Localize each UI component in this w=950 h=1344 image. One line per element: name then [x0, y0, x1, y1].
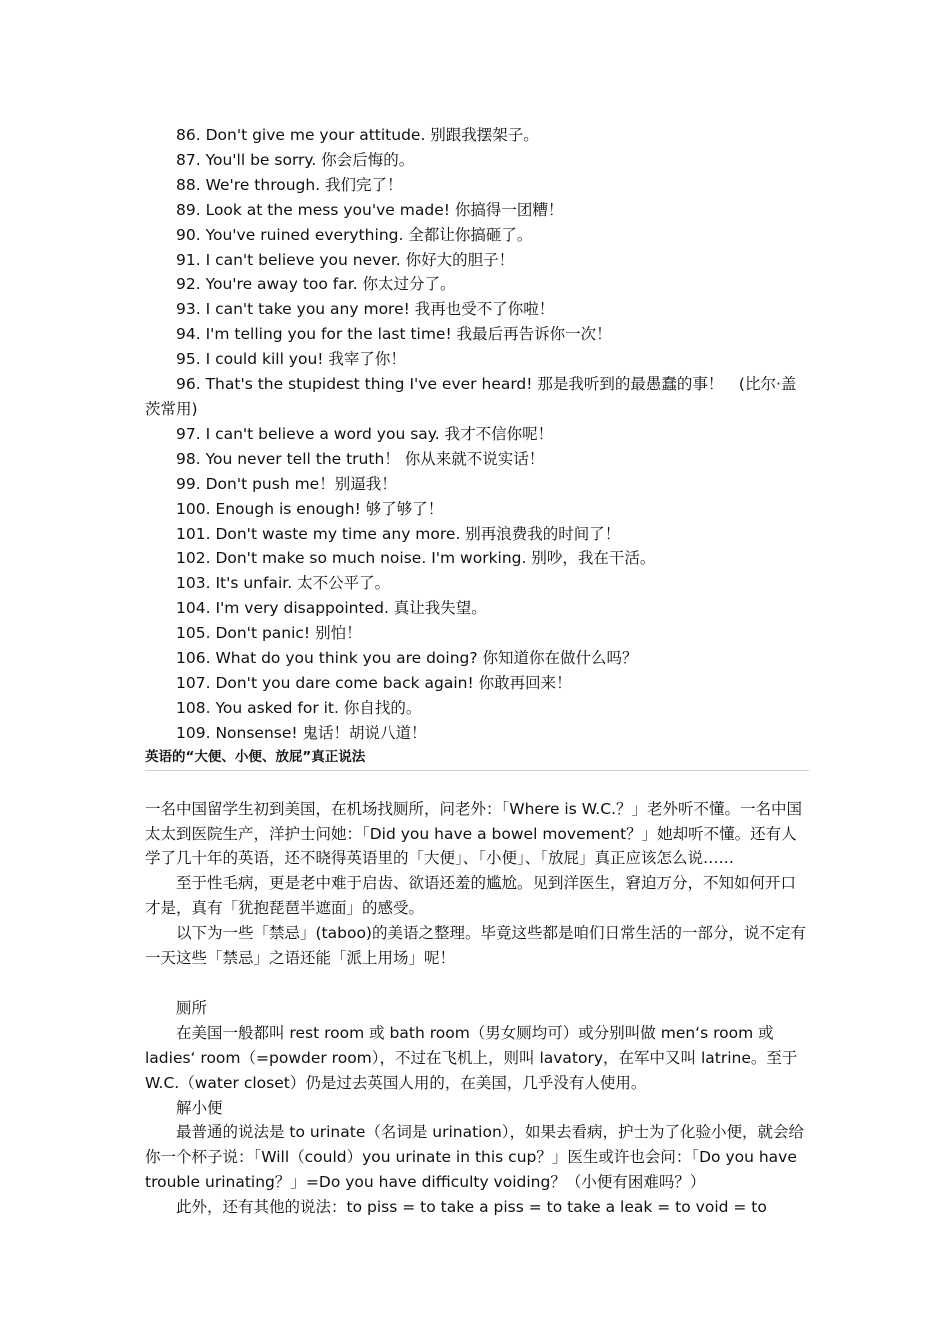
phrase-line: 95. I could kill you! 我宰了你！ — [176, 350, 406, 369]
phrase-line: 107. Don't you dare come back again! 你敢再回来！ — [176, 673, 572, 692]
phrase-line: 97. I can't believe a word you say. 我才不信你呢！ — [176, 424, 554, 443]
phrase-line: 100. Enough is enough! 够了够了！ — [176, 499, 444, 518]
phrase-line: 88. We're through. 我们完了！ — [176, 175, 403, 194]
article-heading: 英语的“大便、小便、放屁”真正说法 — [145, 746, 809, 771]
spacer — [145, 771, 809, 797]
phrase-line: 109. Nonsense! 鬼话！胡说八道！ — [176, 723, 427, 742]
section-title-urinate: 解小便 — [176, 1098, 223, 1117]
phrase-line: 104. I'm very disappointed. 真让我失望。 — [176, 599, 487, 618]
phrase-line: 93. I can't take you any more! 我再也受不了你啦！ — [176, 300, 555, 319]
phrase-line: 108. You asked for it. 你自找的。 — [176, 698, 422, 717]
phrase-line: 102. Don't make so much noise. I'm working. 别吵，我在干活。 — [176, 549, 656, 568]
spacer — [145, 971, 809, 996]
document-content — [145, 123, 809, 1220]
section-text-toilet: 在美国一般都叫 rest room 或 bath room（男女厕均可）或分别叫做 men‘s room 或 ladies‘ room（=powder room），不过在飞机上，则叫 lavatory，在军中又叫 latrine。至于 W.C.（water closet）仍是过去英国人用的，在美国，几乎没有人使用。 — [145, 1023, 798, 1092]
phrase-line: 101. Don't waste my time any more. 别再浪费我的时间了！ — [176, 524, 621, 543]
phrase-line: 89. Look at the mess you've made! 你搞得一团糟！ — [176, 200, 564, 219]
article-intro: 一名中国留学生初到美国，在机场找厕所，问老外：「Where is W.C.？」老外听不懂。一名中国太太到医院生产，洋护士问她：「Did you have a bowel movement？」她却听不懂。还有人学了几十年的英语，还不晓得英语里的「大便」、「小便」、「放屁」真正应该怎么说…… — [145, 799, 802, 868]
phrase-line: 105. Don't panic! 别怕！ — [176, 624, 362, 643]
section-text-other: 此外，还有其他的说法：to piss = to take a piss = to take a leak = to void = to — [176, 1198, 767, 1217]
section-text-urinate: 最普通的说法是 to urinate（名词是 urination），如果去看病，护士为了化验小便，就会给你一个杯子说：「Will（could）you urinate in this cup？」医生或许也会问：「Do you have trouble urinating？」=Do you have difficulty voiding？（小便有困难吗？） — [145, 1123, 805, 1192]
phrase-line: 94. I'm telling you for the last time! 我最后再告诉你一次！ — [176, 325, 612, 344]
phrase-line: 87. You'll be sorry. 你会后悔的。 — [176, 150, 415, 169]
phrase-line: 86. Don't give me your attitude. 别跟我摆架子。 — [176, 126, 539, 144]
phrase-line: 92. You're away too far. 你太过分了。 — [176, 275, 456, 294]
phrase-line: 99. Don't push me！别逼我！ — [176, 474, 397, 493]
section-title-toilet: 厕所 — [176, 998, 208, 1017]
phrase-line: 98. You never tell the truth！ 你从来就不说实话！ — [176, 449, 545, 468]
phrase-line: 106. What do you think you are doing? 你知道你在做什么吗？ — [176, 649, 638, 668]
phrase-line: 103. It's unfair. 太不公平了。 — [176, 574, 391, 593]
article-paragraph: 至于性毛病，更是老中难于启齿、欲语还羞的尴尬。见到洋医生，窘迫万分，不知如何开口才是，真有「犹抱琵琶半遮面」的感受。 — [145, 874, 797, 918]
article-paragraph: 以下为一些「禁忌」(taboo)的美语之整理。毕竟这些都是咱们日常生活的一部分，说不定有一天这些「禁忌」之语还能「派上用场」呢！ — [145, 924, 806, 968]
phrase-line-wrapped: 96. That's the stupidest thing I've ever heard! 那是我听到的最愚蠢的事！ (比尔·盖茨常用) — [145, 375, 797, 418]
phrase-line: 90. You've ruined everything. 全都让你搞砸了。 — [176, 225, 533, 244]
phrase-line: 91. I can't believe you never. 你好大的胆子！ — [176, 250, 515, 269]
